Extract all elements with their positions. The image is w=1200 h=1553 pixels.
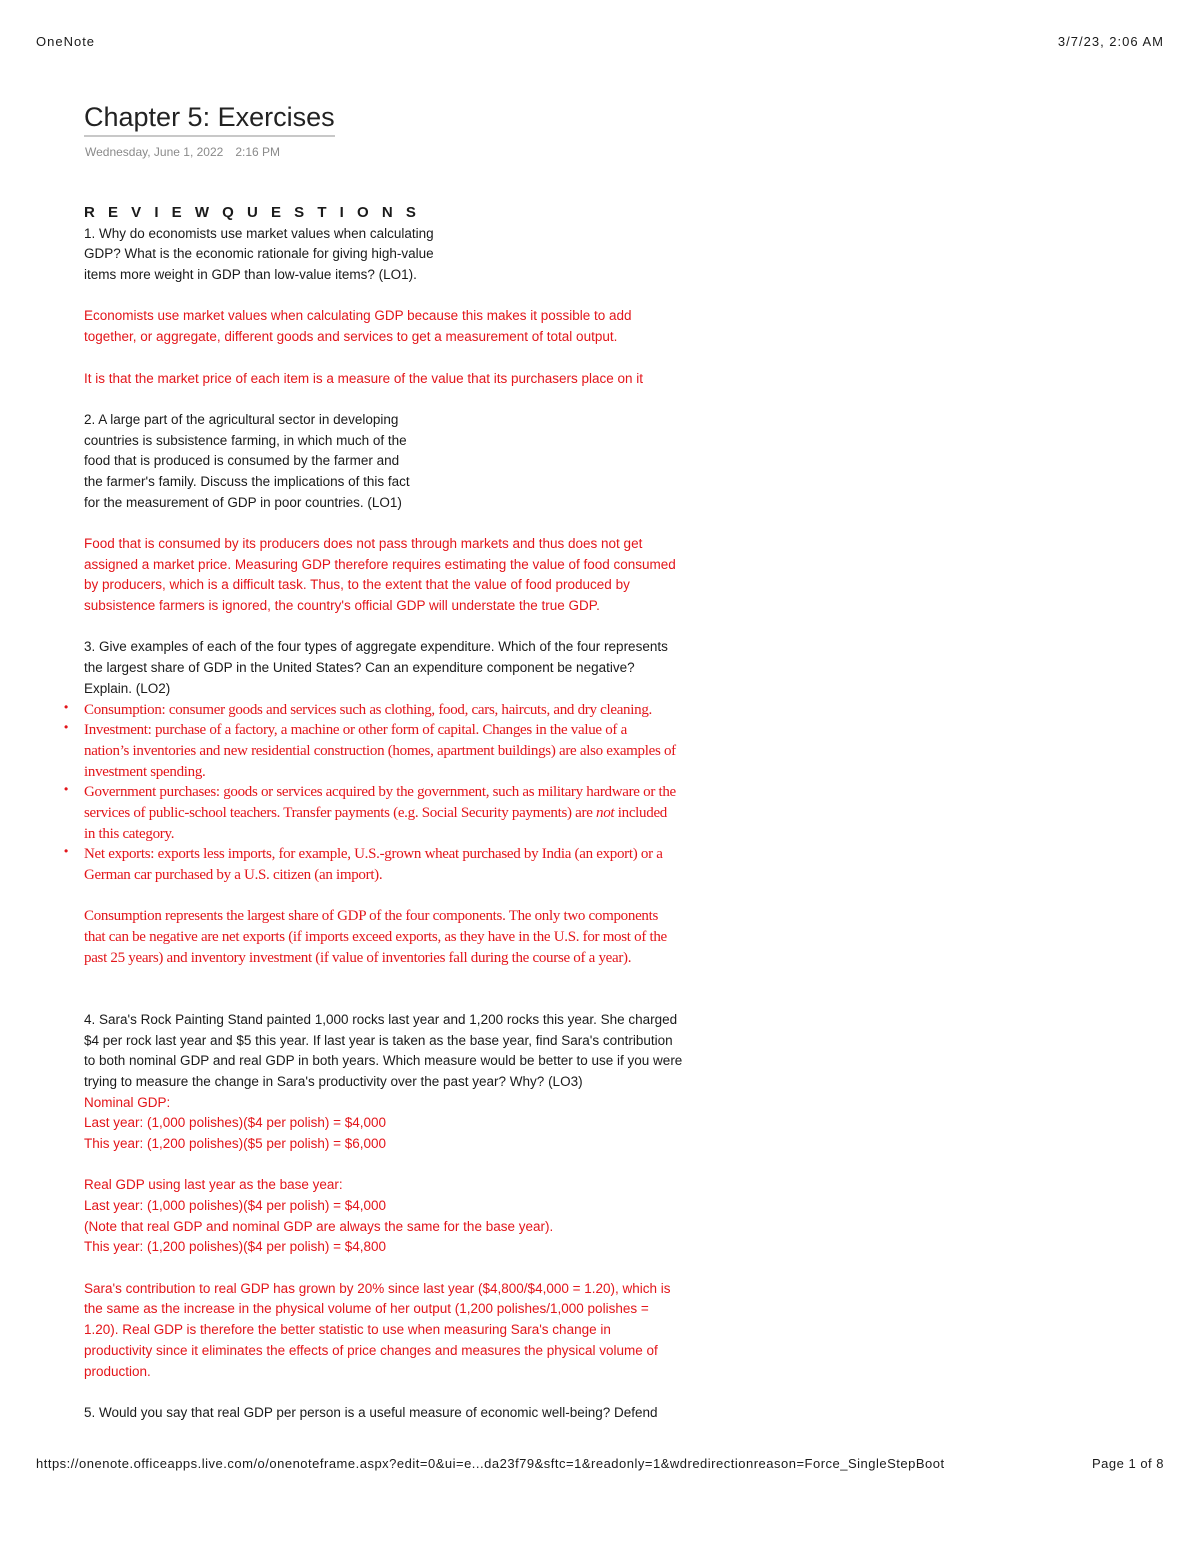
answer-4-real: (Note that real GDP and nominal GDP are always the same for the base year). [84, 1218, 554, 1234]
bullet-icon: • [64, 782, 69, 797]
bullet-text: included [614, 804, 667, 821]
page-time: 2:16 PM [235, 145, 281, 159]
question-2-line: countries is subsistence farming, in which much of the [84, 432, 407, 448]
answer-4-explanation: the same as the increase in the physical volume of her output (1,200 polishes/1,000 polishes = [84, 1301, 649, 1317]
bullet-investment [64, 720, 784, 782]
bullet-line: Government purchases: goods or services acquired by the government, such as military hardware or the [84, 784, 676, 801]
emphasis-text: not [596, 804, 615, 821]
answer-1-line: together, or aggregate, different goods and services to get a measurement of total output. [84, 329, 618, 345]
bullet-line: German car purchased by a U.S. citizen (an import). [84, 867, 383, 883]
answer-1-rationale: It is that the market price of each item is a measure of the value that its purchasers place on it [84, 370, 644, 386]
bullet-consumption [64, 699, 784, 721]
answer-3-conclusion: that can be negative are net exports (if imports exceed exports, as they have in the U.S. for most of the [84, 929, 667, 946]
answer-4-nominal: Last year: (1,000 polishes)($4 per polish) = $4,000 [84, 1115, 387, 1131]
page-title: Chapter 5: Exercises [84, 102, 335, 137]
question-4-line: 4. Sara's Rock Painting Stand painted 1,000 rocks last year and 1,200 rocks this year. She charged [84, 1011, 678, 1027]
bullet-line: nation’s inventories and new residential construction (homes, apartment buildings) are also examples of [84, 742, 676, 759]
question-3-line: the largest share of GDP in the United States? Can an expenditure component be negative? [84, 660, 635, 676]
answer-2-line: Food that is consumed by its producers does not pass through markets and thus does not get [84, 536, 643, 551]
answer-4-nominal: Nominal GDP: [84, 1094, 171, 1110]
question-2-line: food that is produced is consumed by the farmer and [84, 453, 400, 469]
question-4-line: to both nominal GDP and real GDP in both years. Which measure would be better to use if you were [84, 1053, 683, 1069]
bullet-text: services of public-school teachers. Transfer payments (e.g. Social Security payments) are [84, 804, 597, 821]
bullet-line: investment spending. [84, 763, 206, 780]
answer-2-line: assigned a market price. Measuring GDP therefore requires estimating the value of food consumed [84, 556, 676, 572]
answer-3-conclusion: Consumption represents the largest share of GDP of the four components. The only two components [84, 908, 659, 925]
section-heading: R E V I E W Q U E S T I O N S [84, 204, 421, 221]
answer-4-explanation: 1.20). Real GDP is therefore the better statistic to use when measuring Sara's change in [84, 1322, 611, 1338]
bullet-icon: • [64, 720, 69, 735]
page-date-day: Wednesday, June 1, 2022 [85, 145, 224, 159]
app-name: OneNote [36, 34, 96, 49]
print-datetime: 3/7/23, 2:06 AM [1057, 34, 1164, 49]
answer-4-real: Last year: (1,000 polishes)($4 per polish) = $4,000 [84, 1198, 387, 1214]
bullet-net-exports [64, 844, 784, 885]
question-1-line: items more weight in GDP than low-value items? (LO1). [84, 267, 417, 283]
bullet-line: Investment: purchase of a factory, a machine or other form of capital. Changes in the value of a [84, 722, 627, 739]
question-4-line: $4 per rock last year and $5 this year. If last year is taken as the base year, find Sara's contribution [84, 1032, 673, 1048]
answer-4-nominal: This year: (1,200 polishes)($5 per polish) = $6,000 [84, 1135, 387, 1151]
question-4-line: trying to measure the change in Sara's productivity over the past year? Why? (LO3) [84, 1073, 583, 1089]
question-3-line: 3. Give examples of each of the four types of aggregate expenditure. Which of the four represents [84, 639, 668, 655]
question-2-line: the farmer's family. Discuss the implications of this fact [84, 473, 410, 489]
bullet-line: Consumption: consumer goods and services such as clothing, food, cars, haircuts, and dry cleaning. [84, 701, 652, 718]
answer-3-conclusion: past 25 years) and inventory investment (if value of inventories fall during the course of a year). [84, 949, 632, 966]
bullet-line: in this category. [84, 825, 175, 842]
answer-4-explanation: productivity since it eliminates the effects of price changes and measures the physical volume of [84, 1342, 658, 1358]
answer-4-explanation: Sara's contribution to real GDP has grown by 20% since last year ($4,800/$4,000 = 1.20), which is [84, 1280, 671, 1296]
answer-2-line: by producers, which is a difficult task. Thus, to the extent that the value of food produced by [84, 577, 630, 593]
page-number: Page 1 of 8 [1092, 1456, 1164, 1471]
bullet-line [84, 803, 784, 824]
answer-2-line: subsistence farmers is ignored, the country's official GDP will understate the true GDP. [84, 598, 600, 614]
page-date [85, 145, 280, 159]
question-3-line: Explain. (LO2) [84, 680, 171, 696]
question-1-line: 1. Why do economists use market values when calculating [84, 225, 434, 241]
bullet-government [64, 782, 784, 844]
question-2-line: 2. A large part of the agricultural sector in developing [84, 411, 399, 427]
question-5-line: 5. Would you say that real GDP per person is a useful measure of economic well-being? Defend [84, 1404, 658, 1420]
bullet-line: Net exports: exports less imports, for example, U.S.-grown wheat purchased by India (an export) or a [84, 846, 663, 863]
answer-4-explanation: production. [84, 1363, 151, 1379]
page-url: https://onenote.officeapps.live.com/o/onenoteframe.aspx?edit=0&ui=e...da23f79&sftc=1&readonly=1&wdredirectionreason=Force_SingleStepBoot [36, 1456, 945, 1471]
bullet-icon: • [64, 699, 69, 714]
answer-1-line: Economists use market values when calculating GDP because this makes it possible to add [84, 308, 632, 324]
answer-4-real: Real GDP using last year as the base year: [84, 1177, 343, 1193]
bullet-icon: • [64, 844, 69, 859]
answer-4-real: This year: (1,200 polishes)($4 per polish) = $4,800 [84, 1239, 387, 1255]
page-content [64, 203, 784, 1424]
question-1-line: GDP? What is the economic rationale for giving high-value [84, 246, 434, 262]
question-2-line: for the measurement of GDP in poor countries. (LO1) [84, 494, 402, 510]
